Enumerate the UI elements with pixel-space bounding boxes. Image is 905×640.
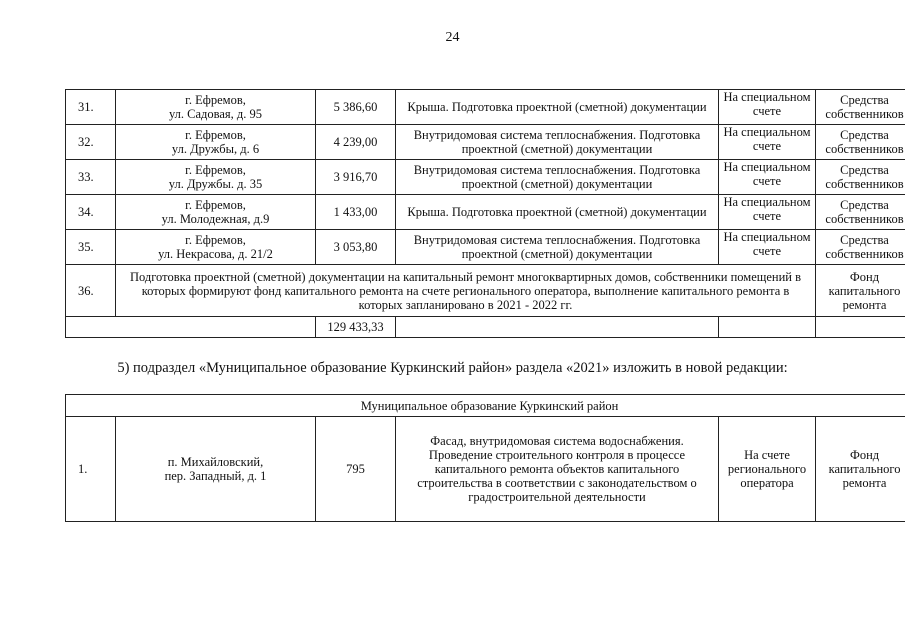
account-cell: На специальном счете (719, 195, 816, 230)
section-heading: 5) подраздел «Муниципальное образование Куркинский район» раздела «2021» изложить в новой редакции: (117, 360, 788, 376)
municipality-header: Муниципальное образование Куркинский район (66, 395, 905, 417)
source-cell: Фонд капитального ремонта (816, 265, 905, 317)
address-cell (116, 90, 316, 125)
account-cell: На специальном счете (719, 160, 816, 195)
row-number: 35. (66, 230, 116, 265)
work-cell: Крыша. Подготовка проектной (сметной) документации (396, 90, 719, 125)
account-cell: На специальном счете (719, 230, 816, 265)
address-city: п. Михайловский, (167, 455, 264, 469)
amount-cell: 795 (316, 417, 396, 522)
table-row (66, 160, 905, 195)
account-cell: На специальном счете (719, 90, 816, 125)
address-street: ул. Дружбы, д. 6 (171, 142, 260, 156)
work-cell: Внутридомовая система теплоснабжения. Подготовка проектной (сметной) документации (396, 125, 719, 160)
empty-cell (816, 317, 905, 338)
total-row (66, 317, 905, 338)
address-city: г. Ефремов, (185, 198, 246, 212)
address-street: ул. Дружбы. д. 35 (168, 177, 263, 191)
row-number: 33. (66, 160, 116, 195)
empty-cell (66, 317, 316, 338)
address-street: ул. Некрасова, д. 21/2 (158, 247, 273, 261)
table-row (66, 230, 905, 265)
work-cell: Внутридомовая система теплоснабжения. Подготовка проектной (сметной) документации (396, 160, 719, 195)
work-cell: Фасад, внутридомовая система водоснабжения. Проведение строительного контроля в процессе капитального ремонта объектов капитального строительства в соответствии с законодательством о градостроительной деятельности (396, 417, 719, 522)
row-number: 36. (66, 265, 116, 317)
table-row (66, 417, 905, 522)
source-cell: Фонд капитального ремонта (816, 417, 905, 522)
address-city: г. Ефремов, (185, 163, 246, 177)
address-cell (116, 160, 316, 195)
address-street: ул. Садовая, д. 95 (168, 107, 263, 121)
amount-cell: 4 239,00 (316, 125, 396, 160)
amount-cell: 3 053,80 (316, 230, 396, 265)
account-cell: На специальном счете (719, 125, 816, 160)
row-number: 31. (66, 90, 116, 125)
address-street: ул. Молодежная, д.9 (161, 212, 270, 226)
amount-cell: 1 433,00 (316, 195, 396, 230)
work-cell: Крыша. Подготовка проектной (сметной) документации (396, 195, 719, 230)
description-cell: Подготовка проектной (сметной) документации на капитальный ремонт многоквартирных домов, собственники помещений в которых формируют фонд капитального ремонта на счете регионального оператора, выполнение капитального ремонта в которых запланировано в 2021 - 2022 гг. (116, 265, 816, 317)
address-city: г. Ефремов, (185, 128, 246, 142)
table-row (66, 90, 905, 125)
table-header-row (66, 395, 905, 417)
empty-cell (719, 317, 816, 338)
source-cell: Средства собственников (816, 230, 905, 265)
address-street: пер. Западный, д. 1 (164, 469, 267, 483)
address-cell (116, 230, 316, 265)
total-amount: 129 433,33 (316, 317, 396, 338)
row-number: 34. (66, 195, 116, 230)
work-cell: Внутридомовая система теплоснабжения. Подготовка проектной (сметной) документации (396, 230, 719, 265)
address-city: г. Ефремов, (185, 233, 246, 247)
address-cell (116, 417, 316, 522)
table-row (66, 125, 905, 160)
source-cell: Средства собственников (816, 160, 905, 195)
source-cell: Средства собственников (816, 125, 905, 160)
empty-cell (396, 317, 719, 338)
row-number: 32. (66, 125, 116, 160)
repair-table (65, 89, 905, 338)
source-cell: Средства собственников (816, 90, 905, 125)
address-cell (116, 195, 316, 230)
source-cell: Средства собственников (816, 195, 905, 230)
table-row (66, 195, 905, 230)
address-city: г. Ефремов, (185, 93, 246, 107)
address-cell (116, 125, 316, 160)
page-number: 24 (445, 30, 460, 45)
amount-cell: 3 916,70 (316, 160, 396, 195)
amount-cell: 5 386,60 (316, 90, 396, 125)
kurkino-table (65, 394, 905, 522)
table-row-summary (66, 265, 905, 317)
account-cell: На счете регионального оператора (719, 417, 816, 522)
row-number: 1. (66, 417, 116, 522)
